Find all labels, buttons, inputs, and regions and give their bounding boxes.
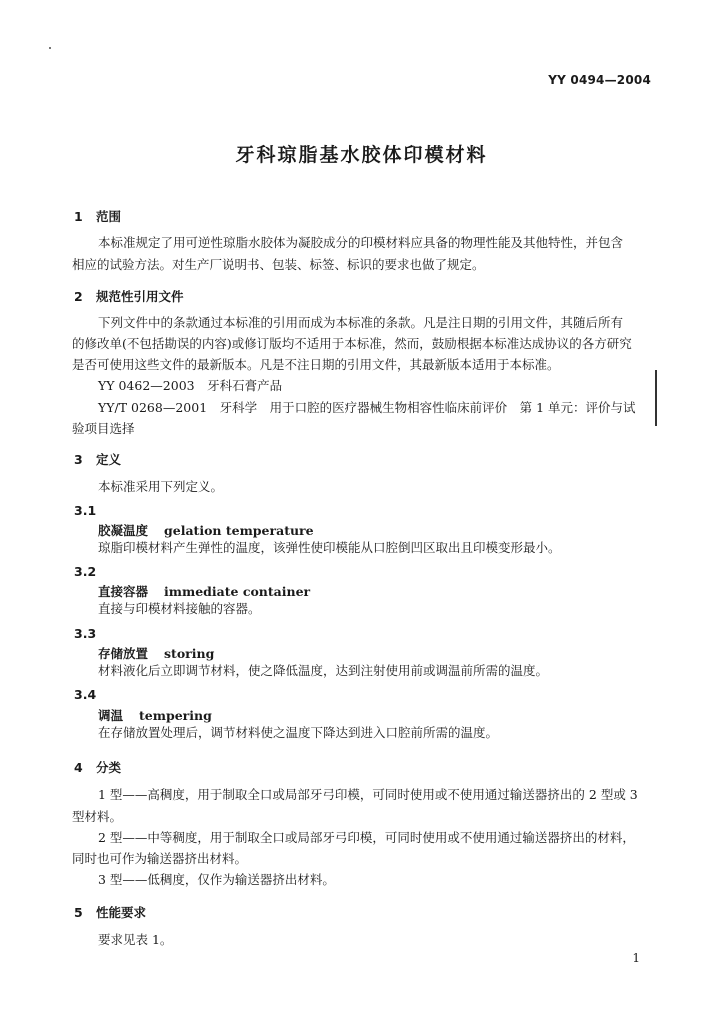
term-zh: 胶凝温度	[98, 523, 149, 538]
section-5-heading	[74, 903, 146, 921]
section-number: 4	[74, 760, 83, 775]
section-title: 规范性引用文件	[96, 289, 184, 304]
reference-yyt0268: YY/T 0268—2001 牙科学 用于口腔的医疗器械生物相容性临床前评价 第 1 单元：评价与试	[98, 400, 636, 415]
paragraph-line: 本标准规定了用可逆性琼脂水胶体为凝胶成分的印模材料应具备的物理性能及其他特性，并包含	[98, 235, 624, 250]
section-4-heading	[74, 758, 121, 776]
term-en: immediate container	[164, 584, 311, 599]
definition-text: 琼脂印模材料产生弹性的温度，该弹性使印模能从口腔倒凹区取出且印模变形最小。	[98, 540, 561, 555]
section-title: 性能要求	[96, 905, 147, 920]
section-2-heading	[74, 287, 184, 305]
term-en: tempering	[139, 708, 212, 723]
section-1-heading	[74, 207, 121, 225]
section-number: 2	[74, 289, 83, 304]
section-title: 定义	[96, 452, 122, 467]
document-title: 牙科琼脂基水胶体印模材料	[235, 144, 488, 166]
term-zh: 直接容器	[98, 584, 149, 599]
definition-number: 3.3	[74, 626, 97, 641]
paragraph-line: 1 型——高稠度，用于制取全口或局部牙弓印模，可同时使用或不使用通过输送器挤出的 2 型或 3	[98, 787, 638, 802]
section-number: 1	[74, 209, 83, 224]
scan-speck	[49, 47, 51, 49]
section-title: 范围	[96, 209, 122, 224]
section-number: 3	[74, 452, 83, 467]
definition-text: 直接与印模材料接触的容器。	[98, 601, 261, 616]
paragraph-line: 要求见表 1。	[98, 932, 173, 947]
term-zh: 调温	[98, 708, 124, 723]
paragraph-line: 型材料。	[72, 809, 123, 824]
definition-text: 在存储放置处理后，调节材料使之温度下降达到进入口腔前所需的温度。	[98, 725, 499, 740]
definition-text: 材料液化后立即调节材料，使之降低温度，达到注射使用前或调温前所需的温度。	[98, 663, 549, 678]
paragraph-line: 验项目选择	[72, 421, 135, 436]
page-number: 1	[632, 951, 640, 965]
paragraph-line: 2 型——中等稠度，用于制取全口或局部牙弓印模，可同时使用或不使用通过输送器挤出的材料，	[98, 830, 635, 845]
paragraph-line: 本标准采用下列定义。	[98, 479, 224, 494]
definition-number: 3.1	[74, 503, 97, 518]
term-en: storing	[164, 646, 215, 661]
term-en: gelation temperature	[164, 523, 314, 538]
definition-number: 3.4	[74, 687, 97, 702]
revision-bar	[655, 370, 657, 426]
paragraph-line: 的修改单(不包括勘误的内容)或修订版均不适用于本标准，然而，鼓励根据本标准达成协议的各方研究	[72, 336, 632, 351]
paragraph-line: 相应的试验方法。对生产厂说明书、包装、标签、标识的要求也做了规定。	[72, 257, 485, 272]
definition-number: 3.2	[74, 564, 97, 579]
section-number: 5	[74, 905, 83, 920]
section-3-heading	[74, 450, 121, 468]
paragraph-line: 是否可使用这些文件的最新版本。凡是不注日期的引用文件，其最新版本适用于本标准。	[72, 357, 560, 372]
paragraph-line: 3 型——低稠度，仅作为输送器挤出材料。	[98, 872, 335, 887]
standard-number: YY 0494—2004	[548, 73, 651, 87]
section-title: 分类	[96, 760, 122, 775]
reference-yy0462: YY 0462—2003 牙科石膏产品	[98, 378, 283, 393]
term-zh: 存储放置	[98, 646, 149, 661]
paragraph-line: 下列文件中的条款通过本标准的引用而成为本标准的条款。凡是注日期的引用文件，其随后所有	[98, 315, 624, 330]
paragraph-line: 同时也可作为输送器挤出材料。	[72, 851, 248, 866]
